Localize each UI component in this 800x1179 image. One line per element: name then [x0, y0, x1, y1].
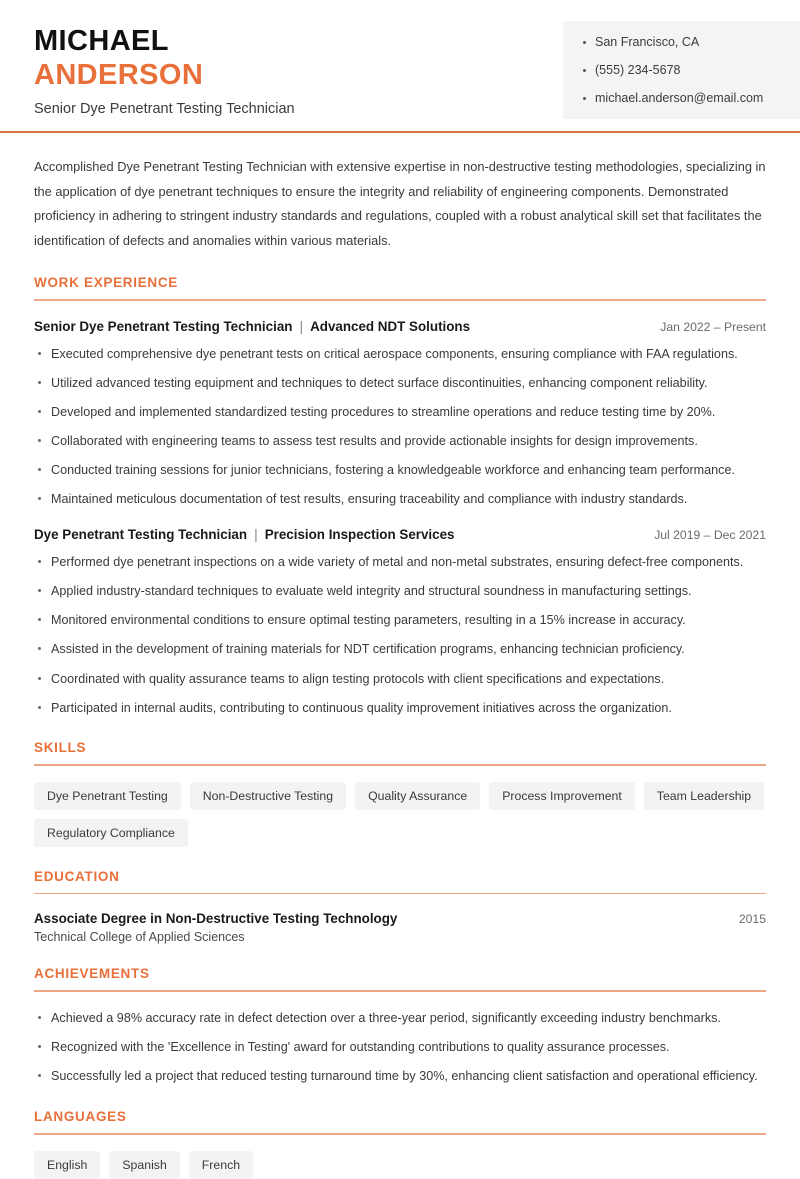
experience-entry: [34, 318, 766, 510]
list-item: Performed dye penetrant inspections on a wide variety of metal and non-metal substrates, ensuring defect-free components.: [34, 553, 766, 573]
education-year: 2015: [738, 912, 766, 927]
contact-list: [581, 35, 800, 105]
experience-job-title: Dye Penetrant Testing Technician: [34, 527, 248, 543]
pipe-separator-icon: |: [299, 317, 304, 334]
professional-summary: Accomplished Dye Penetrant Testing Technician with extensive expertise in non-destructive testing methodologies, specializing in the application of dye penetrant techniques to ensure the integrity and reliability of engineering components. Demonstrated proficiency in adhering to stringent industry standards and regulations, coupled with a robust analytical skill set that facilitates the identification of defects and anomalies within various materials.: [34, 159, 766, 248]
language-tag: Spanish: [109, 1151, 179, 1179]
education-entry: [34, 911, 766, 944]
experience-date: Jul 2019 – Dec 2021: [654, 528, 766, 543]
section-skills: [34, 740, 766, 847]
contact-phone[interactable]: (555) 234-5678: [581, 63, 800, 77]
list-item: Executed comprehensive dye penetrant tests on critical aerospace components, ensuring compliance with FAA regulations.: [34, 345, 766, 365]
list-item: Successfully led a project that reduced testing turnaround time by 30%, enhancing client satisfaction and operational efficiency.: [34, 1067, 766, 1087]
list-item: Conducted training sessions for junior technicians, fostering a knowledgeable workforce and enhancing team performance.: [34, 461, 766, 481]
list-item: Collaborated with engineering teams to assess test results and provide actionable insights for design improvements.: [34, 432, 766, 452]
section-title-skills: SKILLS: [34, 740, 87, 756]
skill-tag: Non-Destructive Testing: [190, 782, 346, 810]
header-divider: [0, 131, 800, 133]
resume-header: [0, 0, 800, 131]
experience-bullets: [34, 345, 766, 510]
list-item: Maintained meticulous documentation of test results, ensuring traceability and compliance with industry standards.: [34, 490, 766, 510]
list-item: Monitored environmental conditions to ensure optimal testing parameters, resulting in a 15% increase in accuracy.: [34, 611, 766, 631]
section-rule: [34, 893, 766, 895]
list-item: Achieved a 98% accuracy rate in defect detection over a three-year period, significantly exceeding industry benchmarks.: [34, 1009, 766, 1029]
experience-heading: [34, 526, 455, 542]
section-languages: [34, 1109, 766, 1179]
list-item: Developed and implemented standardized testing procedures to streamline operations and reduce testing time by 20%.: [34, 403, 766, 423]
list-item: Applied industry-standard techniques to evaluate weld integrity and structural soundness in manufacturing settings.: [34, 582, 766, 602]
list-item: Utilized advanced testing equipment and techniques to detect surface discontinuities, enhancing component reliability.: [34, 374, 766, 394]
section-rule: [34, 299, 766, 301]
languages-tag-list: [34, 1151, 766, 1179]
achievements-bullets: [34, 1009, 766, 1087]
skill-tag: Quality Assurance: [355, 782, 480, 810]
language-tag: English: [34, 1151, 100, 1179]
experience-date: Jan 2022 – Present: [660, 319, 766, 334]
skill-tag: Dye Penetrant Testing: [34, 782, 181, 810]
experience-job-title: Senior Dye Penetrant Testing Technician: [34, 318, 293, 334]
contact-location: San Francisco, CA: [581, 35, 800, 49]
list-item: Coordinated with quality assurance teams to align testing protocols with client specifications and expectations.: [34, 670, 766, 690]
skill-tag: Regulatory Compliance: [34, 819, 188, 847]
experience-company: Advanced NDT Solutions: [310, 318, 471, 334]
experience-entry: [34, 526, 766, 718]
header-job-title: Senior Dye Penetrant Testing Technician: [34, 101, 295, 118]
list-item: Participated in internal audits, contributing to continuous quality improvement initiatives across the organization.: [34, 699, 766, 719]
skill-tag: Team Leadership: [644, 782, 764, 810]
section-rule: [34, 990, 766, 992]
language-tag: French: [189, 1151, 253, 1179]
section-title-education: EDUCATION: [34, 868, 120, 884]
experience-bullets: [34, 553, 766, 718]
experience-heading: [34, 318, 470, 334]
skills-tag-list: [34, 782, 766, 847]
list-item: Recognized with the 'Excellence in Testing' award for outstanding contributions to quality assurance processes.: [34, 1038, 766, 1058]
name-block: [34, 24, 554, 117]
contact-panel: [563, 21, 800, 119]
contact-email[interactable]: michael.anderson@email.com: [581, 91, 800, 105]
section-achievements: [34, 966, 766, 1086]
education-entry-header: [34, 911, 766, 926]
first-name: MICHAEL: [34, 25, 169, 57]
experience-entry-header: [34, 318, 766, 334]
section-education: [34, 869, 766, 945]
section-rule: [34, 1133, 766, 1135]
pipe-separator-icon: |: [254, 526, 258, 543]
resume-body: [0, 155, 800, 1179]
section-title-languages: LANGUAGES: [34, 1109, 127, 1125]
experience-company: Precision Inspection Services: [264, 527, 455, 543]
section-rule: [34, 764, 766, 766]
list-item: Assisted in the development of training materials for NDT certification programs, enhancing technician proficiency.: [34, 640, 766, 660]
experience-entry-header: [34, 526, 766, 542]
section-work-experience: [34, 275, 766, 718]
education-institution: Technical College of Applied Sciences: [34, 930, 245, 945]
section-title-work-experience: WORK EXPERIENCE: [34, 275, 179, 291]
education-degree: Associate Degree in Non-Destructive Testing Technology: [34, 911, 398, 927]
last-name: ANDERSON: [34, 59, 204, 92]
skill-tag: Process Improvement: [489, 782, 635, 810]
section-title-achievements: ACHIEVEMENTS: [34, 966, 150, 982]
